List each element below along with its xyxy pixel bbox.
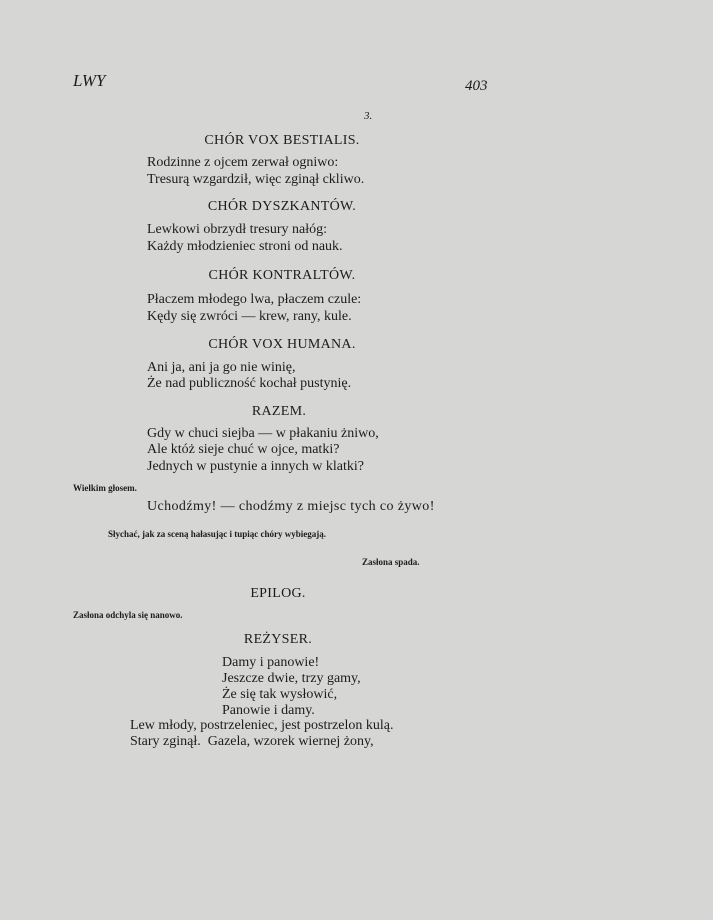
heading-dyszkantow: CHÓR DYSZKANTÓW. xyxy=(207,199,357,214)
verse-line: Panowie i damy. xyxy=(222,703,315,718)
verse-line: Uchodźmy! — chodźmy z miejsc tych co żywo! xyxy=(147,499,435,514)
verse-line: Kędy się zwróci — krew, rany, kule. xyxy=(147,309,352,324)
heading-epilog: EPILOG. xyxy=(250,586,306,601)
verse-line: Tresurą wzgardził, więc zginął ckliwo. xyxy=(147,172,365,187)
verse-line: Damy i panowie! xyxy=(222,655,320,670)
verse-line: Stary zginął. Gazela, wzorek wiernej żony, xyxy=(130,734,374,749)
verse-line: Że się tak wysłowić, xyxy=(222,687,338,702)
running-title: LWY xyxy=(73,71,106,90)
heading-kontraltow: CHÓR KONTRALTÓW. xyxy=(208,268,356,283)
stage-direction: Słychać, jak za sceną hałasując i tupiąc chóry wybiegają. xyxy=(108,529,326,539)
verse-line: Płaczem młodego lwa, płaczem czule: xyxy=(147,292,362,307)
stage-direction: Zasłona spada. xyxy=(362,557,420,567)
heading-vox-bestialis: CHÓR VOX BESTIALIS. xyxy=(204,133,360,148)
page-number: 403 xyxy=(465,78,488,94)
verse-line: Rodzinne z ojcem zerwał ogniwo: xyxy=(147,155,339,170)
heading-razem: RAZEM. xyxy=(251,404,307,419)
verse-line: Lew młody, postrzeleniec, jest postrzelon kulą. xyxy=(130,718,394,733)
verse-line: Jednych w pustynie a innych w klatki? xyxy=(147,459,364,474)
heading-rezyser: REŻYSER. xyxy=(243,632,313,647)
heading-vox-humana: CHÓR VOX HUMANA. xyxy=(208,337,356,352)
verse-line: Że nad publiczność kochał pustynię. xyxy=(147,376,352,391)
stage-direction: Zasłona odchyla się nanowo. xyxy=(73,610,183,620)
verse-line: Ani ja, ani ja go nie winię, xyxy=(147,360,296,375)
verse-line: Ale któż sieje chuć w ojce, matki? xyxy=(147,442,340,457)
stage-direction: Wielkim głosem. xyxy=(73,483,137,493)
section-number: 3. xyxy=(364,110,373,122)
verse-line: Jeszcze dwie, trzy gamy, xyxy=(222,671,361,686)
verse-line: Lewkowi obrzydł tresury nałóg: xyxy=(147,222,328,237)
verse-line: Każdy młodzieniec stroni od nauk. xyxy=(147,239,343,254)
verse-line: Gdy w chuci siejba — w płakaniu żniwo, xyxy=(147,426,379,441)
